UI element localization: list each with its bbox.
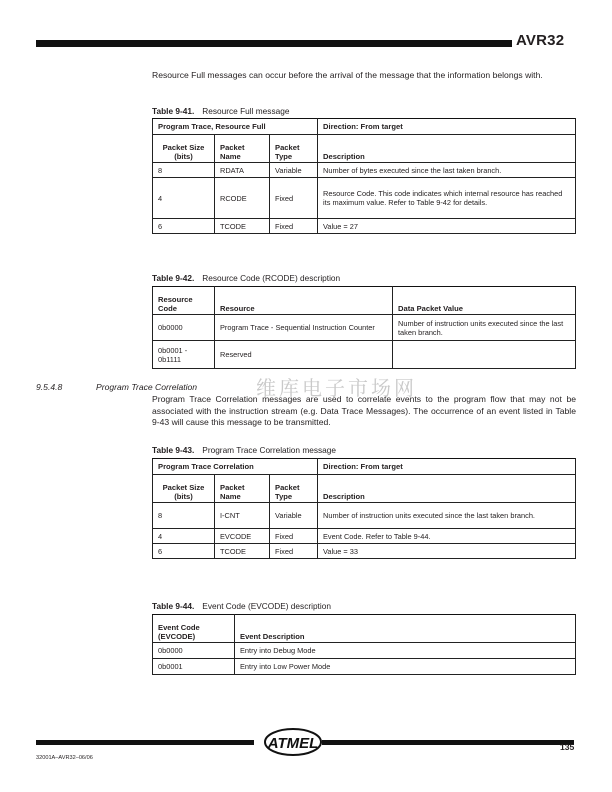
- table-number: Table 9-44.: [152, 601, 195, 611]
- table-9-44: [152, 614, 576, 675]
- column-header: Packet Name: [215, 135, 270, 163]
- table-cell: 4: [153, 529, 215, 544]
- table-9-43-caption: [152, 445, 336, 455]
- section-title: Program Trace Correlation: [96, 382, 198, 392]
- footer-rule-right: [322, 740, 574, 745]
- table-cell: Entry into Low Power Mode: [235, 659, 576, 675]
- table-title: Event Code (EVCODE) description: [202, 601, 331, 611]
- table-cell: 4: [153, 178, 215, 219]
- atmel-logo-icon: [264, 728, 322, 756]
- column-header: Description: [318, 135, 576, 163]
- table-cell: Entry into Debug Mode: [235, 643, 576, 659]
- column-header: Description: [318, 475, 576, 503]
- table-cell: Event Code. Refer to Table 9-44.: [318, 529, 576, 544]
- group-header-right: Direction: From target: [318, 119, 576, 135]
- table-row: [153, 178, 576, 219]
- table-row: [153, 503, 576, 529]
- table-row: [153, 341, 576, 369]
- section-paragraph: Program Trace Correlation messages are used to correlate events to the program flow that may not be associated with the instruction stream (e.g. Data Trace Messages). The occurrence of an event listed in Table 9-43 will cause this message to be transmitted.: [152, 394, 576, 428]
- table-cell: RDATA: [215, 163, 270, 178]
- table-cell: Value = 33: [318, 544, 576, 559]
- column-header: Event Code (EVCODE): [153, 615, 235, 643]
- footer-rule-left: [36, 740, 254, 745]
- table-cell: Variable: [270, 503, 318, 529]
- table-cell: Number of instruction units executed since the last taken branch.: [318, 503, 576, 529]
- column-header: Data Packet Value: [393, 287, 576, 315]
- table-cell: 0b0001 - 0b1111: [153, 341, 215, 369]
- table-cell: Fixed: [270, 544, 318, 559]
- table-cell: Fixed: [270, 178, 318, 219]
- logo-text: ATMEL: [267, 735, 319, 752]
- table-9-41-caption: [152, 106, 289, 116]
- table-cell: 0b0000: [153, 643, 235, 659]
- table-cell: 8: [153, 503, 215, 529]
- table-title: Resource Code (RCODE) description: [202, 273, 341, 283]
- table-cell: EVCODE: [215, 529, 270, 544]
- table-cell: RCODE: [215, 178, 270, 219]
- table-row: [153, 544, 576, 559]
- table-row: [153, 643, 576, 659]
- table-number: Table 9-42.: [152, 273, 195, 283]
- table-cell: Number of instruction units executed since the last taken branch.: [393, 315, 576, 341]
- page-number: 135: [560, 742, 575, 752]
- header-rule: [36, 40, 512, 47]
- table-9-44-caption: [152, 601, 331, 611]
- table-cell: 6: [153, 544, 215, 559]
- table-cell: Variable: [270, 163, 318, 178]
- table-cell: TCODE: [215, 219, 270, 234]
- column-header: Packet Name: [215, 475, 270, 503]
- column-header: Packet Size (bits): [153, 135, 215, 163]
- table-cell: 6: [153, 219, 215, 234]
- table-cell: TCODE: [215, 544, 270, 559]
- table-title: Program Trace Correlation message: [202, 445, 337, 455]
- table-cell: Fixed: [270, 529, 318, 544]
- table-title: Resource Full message: [202, 106, 290, 116]
- table-9-42: [152, 286, 576, 369]
- table-row: [153, 659, 576, 675]
- table-cell: I-CNT: [215, 503, 270, 529]
- footer-doc-id: 32001A–AVR32–06/06: [36, 755, 93, 761]
- column-header: Event Description: [235, 615, 576, 643]
- table-cell: Number of bytes executed since the last taken branch.: [318, 163, 576, 178]
- group-header-left: Program Trace Correlation: [153, 459, 318, 475]
- table-cell: 0b0001: [153, 659, 235, 675]
- table-9-42-caption: [152, 273, 340, 283]
- table-cell: Program Trace - Sequential Instruction Counter: [215, 315, 393, 341]
- table-cell: Fixed: [270, 219, 318, 234]
- table-cell: Value = 27: [318, 219, 576, 234]
- table-cell: 8: [153, 163, 215, 178]
- table-9-41: [152, 118, 576, 234]
- column-header: Packet Size (bits): [153, 475, 215, 503]
- intro-paragraph: Resource Full messages can occur before the arrival of the message that the information belongs with.: [152, 70, 543, 80]
- table-cell: Reserved: [215, 341, 393, 369]
- column-header: Resource: [215, 287, 393, 315]
- table-cell: [393, 341, 576, 369]
- table-row: [153, 315, 576, 341]
- group-header-left: Program Trace, Resource Full: [153, 119, 318, 135]
- column-header: Packet Type: [270, 475, 318, 503]
- table-row: [153, 219, 576, 234]
- group-header-right: Direction: From target: [318, 459, 576, 475]
- header-title: AVR32: [516, 32, 565, 49]
- table-number: Table 9-41.: [152, 106, 195, 116]
- table-number: Table 9-43.: [152, 445, 195, 455]
- table-cell: Resource Code. This code indicates which internal resource has reached its maximum value. Refer to Table 9-42 for details.: [318, 178, 576, 219]
- table-row: [153, 163, 576, 178]
- table-row: [153, 529, 576, 544]
- table-9-43: [152, 458, 576, 559]
- column-header: Packet Type: [270, 135, 318, 163]
- table-cell: 0b0000: [153, 315, 215, 341]
- section-number: 9.5.4.8: [36, 382, 63, 392]
- watermark: 维库电子市场网: [256, 376, 417, 400]
- column-header: Resource Code: [153, 287, 215, 315]
